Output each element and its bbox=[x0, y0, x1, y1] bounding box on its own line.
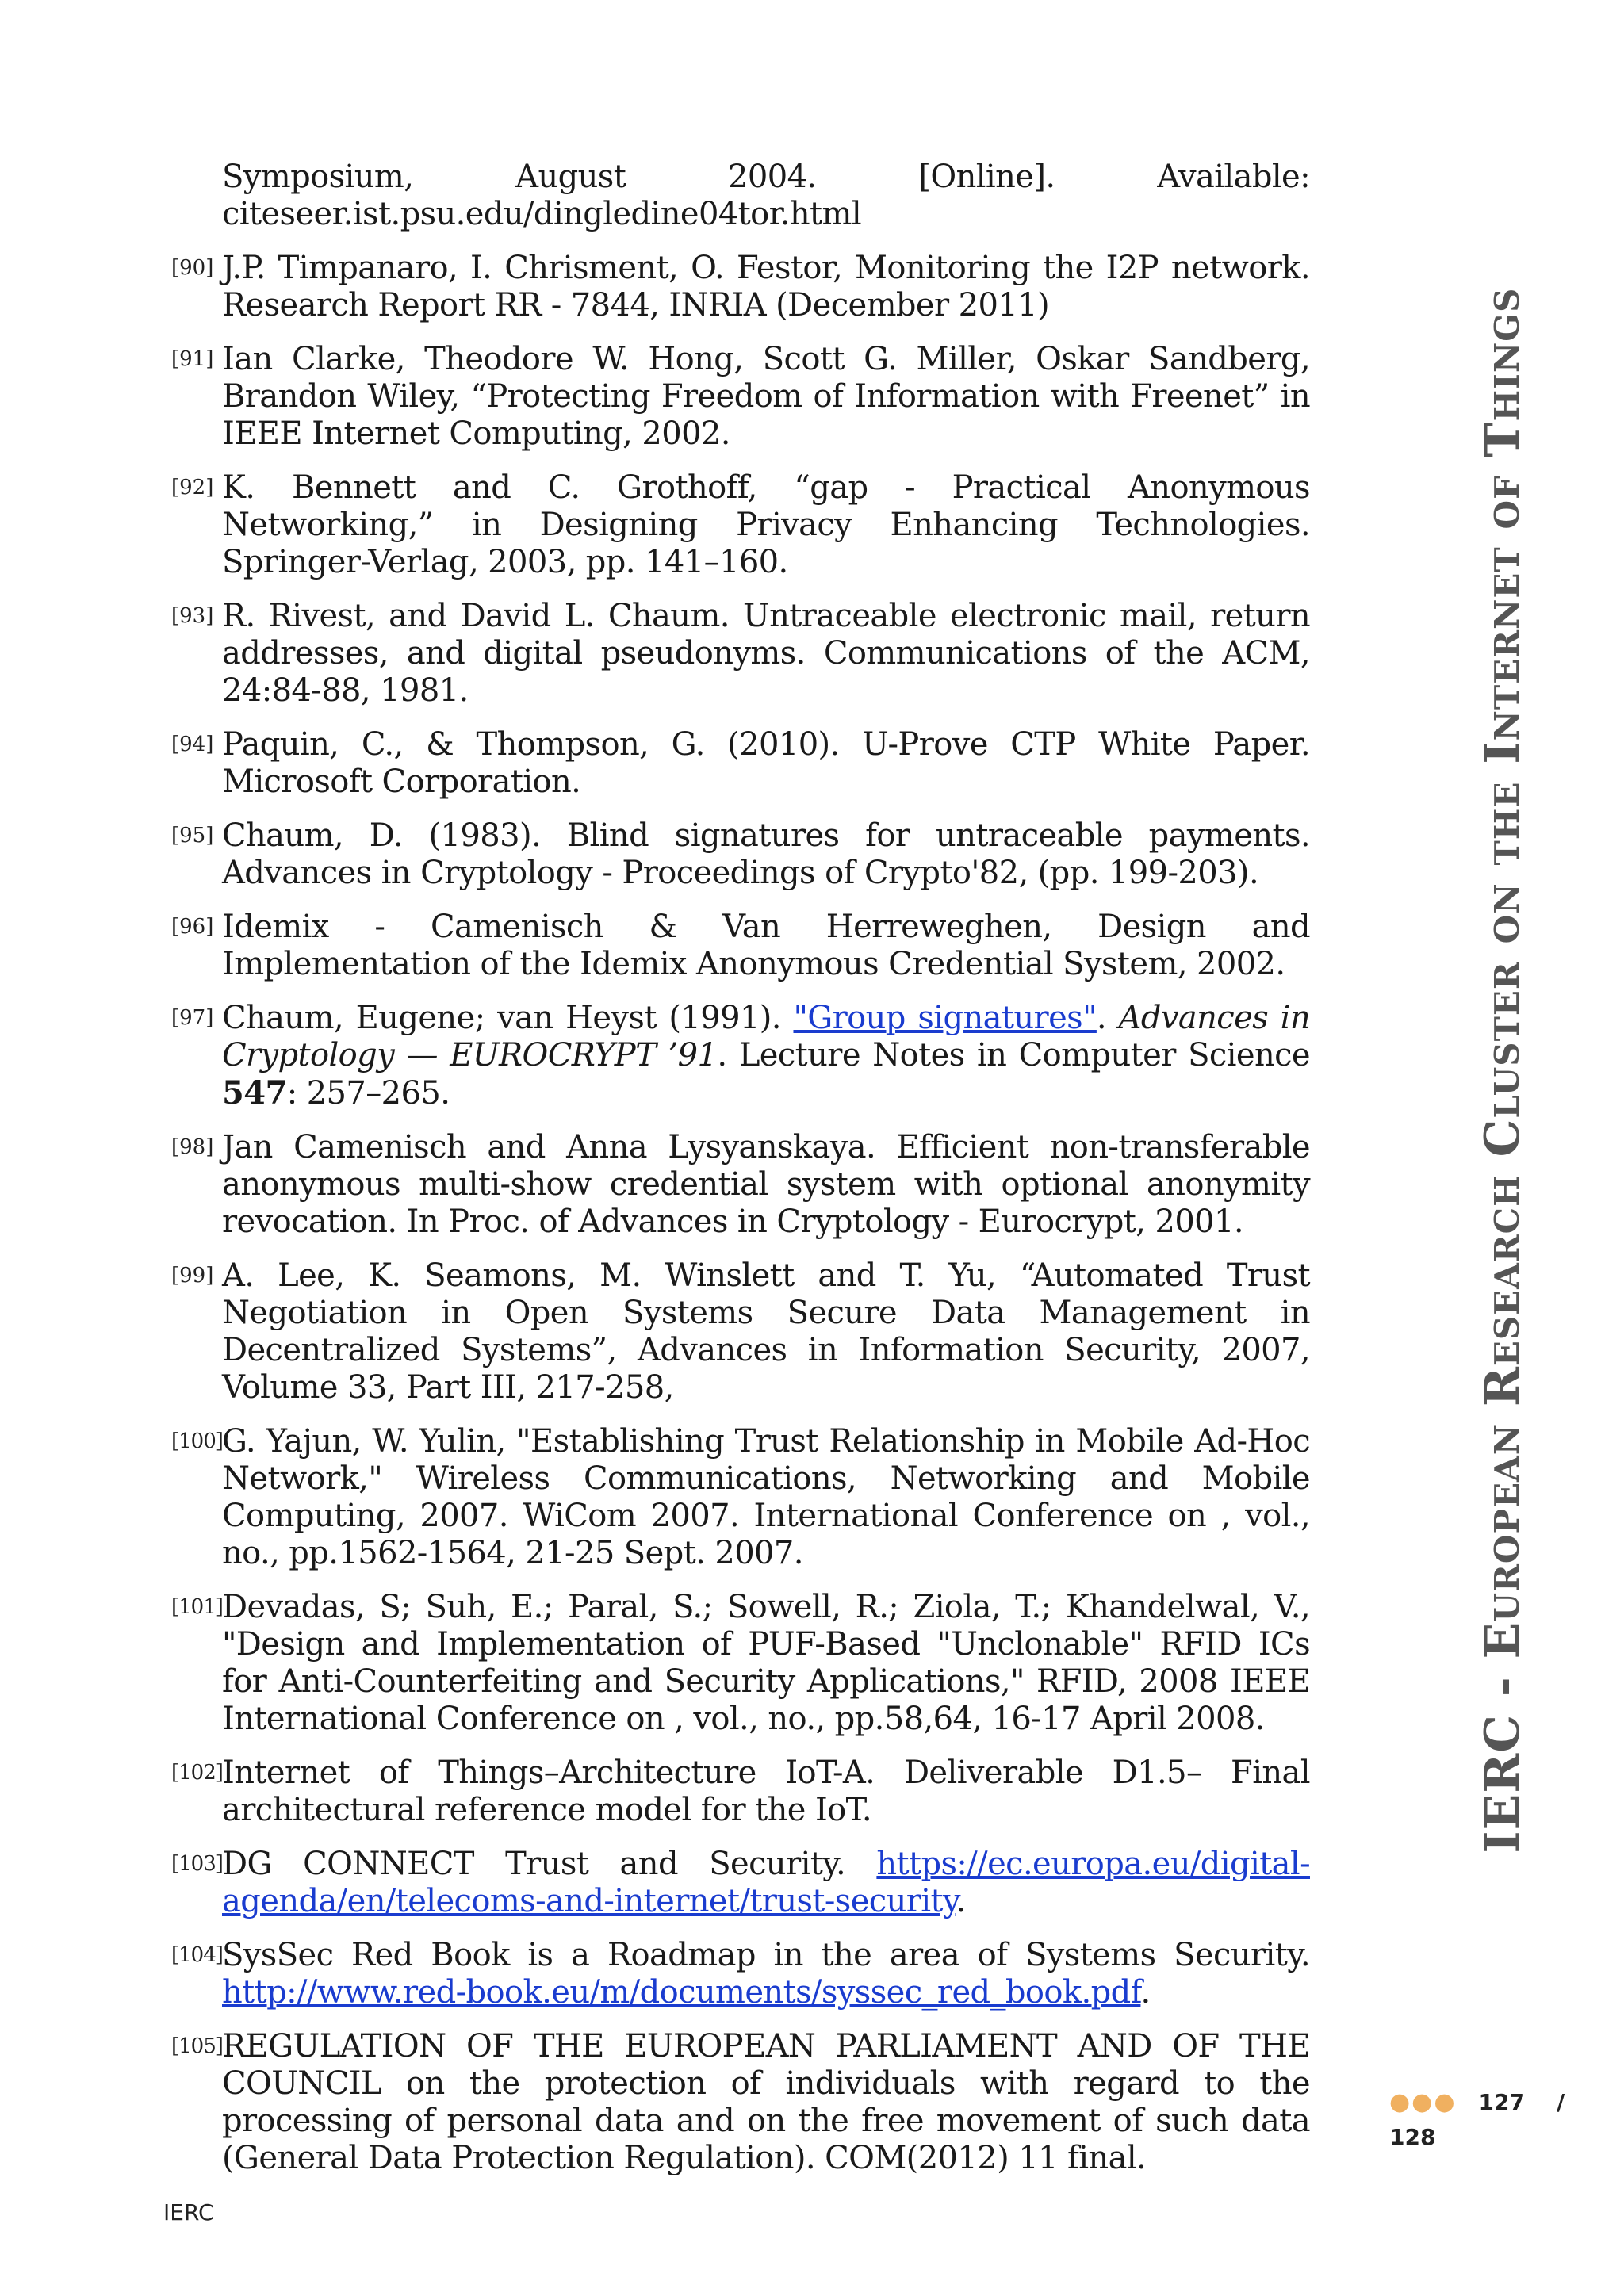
reference-text: J.P. Timpanaro, I. Chrisment, O. Festor, Monitoring the I2P network. Research Report RR - 7844, INRIA (December 2011) bbox=[222, 250, 1310, 323]
reference-text-part: . bbox=[1140, 1974, 1151, 2011]
reference-90 bbox=[171, 250, 1310, 324]
reference-99 bbox=[171, 1257, 1310, 1406]
reference-text-part: : 257–265. bbox=[286, 1075, 450, 1112]
reference-text: Paquin, C., & Thompson, G. (2010). U-Prove CTP White Paper. Microsoft Corporation. bbox=[222, 726, 1310, 800]
reference-98 bbox=[171, 1129, 1310, 1241]
reference-93 bbox=[171, 598, 1310, 710]
group-signatures-link[interactable]: "Group signatures" bbox=[793, 1000, 1097, 1036]
footer-label: IERC bbox=[163, 2199, 214, 2225]
reference-94 bbox=[171, 726, 1310, 801]
reference-text: Chaum, D. (1983). Blind signatures for untraceable payments. Advances in Cryptology - Proceedings of Crypto'82, (pp. 199-203). bbox=[222, 817, 1310, 891]
reference-102 bbox=[171, 1755, 1310, 1829]
reference-number: [102] bbox=[171, 1761, 223, 1785]
reference-number: [90] bbox=[171, 256, 214, 280]
reference-text-part: . Lecture Notes in Computer Science bbox=[717, 1037, 1310, 1073]
reference-92 bbox=[171, 469, 1310, 581]
reference-number: [104] bbox=[171, 1943, 223, 1967]
current-page: 127 bbox=[1478, 2089, 1525, 2115]
reference-text-part: SysSec Red Book is a Roadmap in the area of Systems Security. bbox=[222, 1937, 1310, 1973]
reference-volume: 547 bbox=[222, 1074, 287, 1112]
trust-security-link[interactable]: https://ec.europa.eu/digital-agenda/en/telecoms-and-internet/trust-security bbox=[222, 1846, 1310, 1919]
reference-105 bbox=[171, 2028, 1310, 2177]
syssec-red-book-link[interactable]: http://www.red-book.eu/m/documents/syssec_red_book.pdf bbox=[222, 1974, 1141, 2011]
page-separator: / bbox=[1556, 2089, 1565, 2115]
reference-text-part: Chaum, Eugene; van Heyst (1991). bbox=[222, 1000, 794, 1036]
reference-number: [101] bbox=[171, 1595, 223, 1619]
reference-96 bbox=[171, 909, 1310, 983]
reference-number: [92] bbox=[171, 476, 214, 499]
reference-number: [99] bbox=[171, 1264, 214, 1288]
reference-text: Ian Clarke, Theodore W. Hong, Scott G. Miller, Oskar Sandberg, Brandon Wiley, “Protecting Freedom of Information with Freenet” in IEEE Internet Computing, 2002. bbox=[222, 341, 1310, 452]
reference-text bbox=[222, 1000, 1310, 1112]
reference-text: Devadas, S; Suh, E.; Paral, S.; Sowell, R.; Ziola, T.; Khandelwal, V., "Design and Implementation of PUF-Based "Unclonable" RFID ICs for Anti-Counterfeiting and Security Applications," RFID, 2008 IEEE International Conference on , vol., no., pp.58,64, 16-17 April 2008. bbox=[222, 1589, 1310, 1737]
reference-text bbox=[222, 1846, 1310, 1920]
reference-continuation bbox=[171, 159, 1310, 233]
reference-journal-title: Advances in Cryptology — EUROCRYPT ’91 bbox=[222, 1000, 1310, 1073]
reference-number: [103] bbox=[171, 1852, 223, 1876]
reference-101 bbox=[171, 1589, 1310, 1738]
reference-text: R. Rivest, and David L. Chaum. Untraceable electronic mail, return addresses, and digital pseudonyms. Communications of the ACM, 24:84-88, 1981. bbox=[222, 598, 1310, 709]
reference-text bbox=[222, 1937, 1310, 2011]
reference-number: [100] bbox=[171, 1429, 223, 1453]
reference-list bbox=[171, 159, 1310, 2194]
reference-103 bbox=[171, 1846, 1310, 1920]
reference-text: REGULATION OF THE EUROPEAN PARLIAMENT AND OF THE COUNCIL on the protection of individuals with regard to the processing of personal data and on the free movement of such data (General Data Protection Regulation). COM(2012) 11 final. bbox=[222, 2028, 1310, 2176]
reference-text-part: . bbox=[956, 1883, 966, 1919]
sidebar-title: IERC - European Research Cluster on the Internet of Things bbox=[1475, 287, 1530, 1854]
reference-number: [91] bbox=[171, 347, 214, 371]
reference-91 bbox=[171, 341, 1310, 453]
reference-number: [95] bbox=[171, 824, 214, 848]
reference-number: [105] bbox=[171, 2034, 223, 2058]
reference-text: Idemix - Camenisch & Van Herreweghen, Design and Implementation of the Idemix Anonymous Credential System, 2002. bbox=[222, 909, 1310, 982]
reference-text: K. Bennett and C. Grothoff, “gap - Practical Anonymous Networking,” in Designing Privacy Enhancing Technologies. Springer-Verlag, 2003, pp. 141–160. bbox=[222, 469, 1310, 580]
page-number bbox=[1389, 2085, 1580, 2155]
reference-95 bbox=[171, 817, 1310, 892]
reference-text: Symposium, August 2004. [Online]. Available: citeseer.ist.psu.edu/dingledine04tor.html bbox=[222, 159, 1310, 232]
total-pages: 128 bbox=[1389, 2124, 1436, 2150]
reference-text: Jan Camenisch and Anna Lysyanskaya. Efficient non-transferable anonymous multi-show credential system with optional anonymity revocation. In Proc. of Advances in Cryptology - Eurocrypt, 2001. bbox=[222, 1129, 1310, 1240]
reference-100 bbox=[171, 1423, 1310, 1572]
reference-number: [94] bbox=[171, 733, 214, 756]
reference-number: [98] bbox=[171, 1135, 214, 1159]
reference-97 bbox=[171, 1000, 1310, 1112]
reference-text: A. Lee, K. Seamons, M. Winslett and T. Yu, “Automated Trust Negotiation in Open Systems Secure Data Management in Decentralized Systems”, Advances in Information Security, 2007, Volume 33, Part III, 217-258, bbox=[222, 1257, 1310, 1406]
reference-text: G. Yajun, W. Yulin, "Establishing Trust Relationship in Mobile Ad-Hoc Network," Wireless Communications, Networking and Mobile Computing, 2007. WiCom 2007. International Conference on , vol., no., pp.1562-1564, 21-25 Sept. 2007. bbox=[222, 1423, 1310, 1571]
reference-number: [93] bbox=[171, 604, 214, 628]
reference-text-part: . bbox=[1096, 1000, 1119, 1036]
dots-decoration-icon: ●●● bbox=[1389, 2088, 1457, 2116]
reference-number: [97] bbox=[171, 1006, 214, 1030]
reference-number: [96] bbox=[171, 915, 214, 939]
reference-text-part: DG CONNECT Trust and Security. bbox=[222, 1846, 877, 1882]
reference-text: Internet of Things–Architecture IoT-A. Deliverable D1.5– Final architectural reference model for the IoT. bbox=[222, 1755, 1310, 1828]
reference-104 bbox=[171, 1937, 1310, 2011]
